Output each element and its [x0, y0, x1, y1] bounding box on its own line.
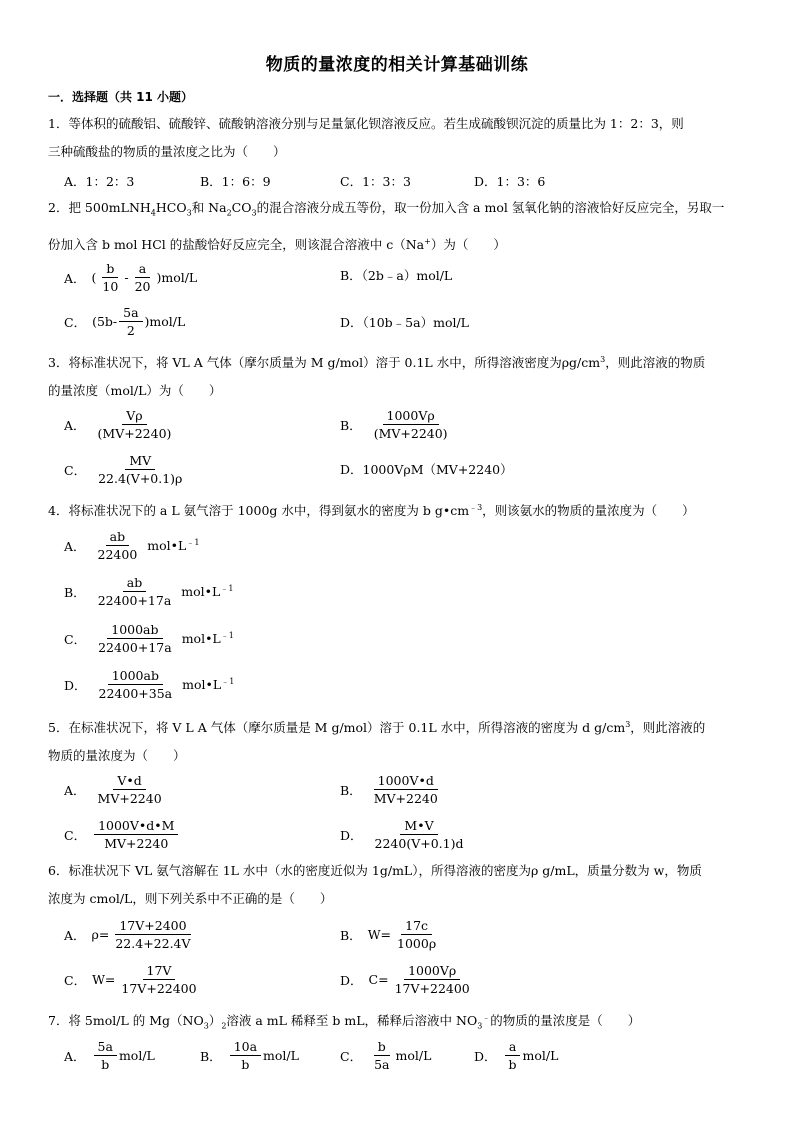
q4-option-b[interactable]	[64, 575, 233, 608]
option-label: A．	[64, 270, 86, 286]
minus: -	[124, 270, 129, 285]
fraction: $\frac{5a}{b}$	[94, 1039, 117, 1072]
option-label: A．	[64, 927, 86, 943]
expression: (5b-	[92, 314, 118, 329]
question-2-line1: 2．把 $500mLNH_4HCO_3$和 $Na_2CO_3$的混合溶液分成五等份，取一份加入含 a mol 氢氧化钠的溶液恰好反应完全，另取一	[48, 200, 725, 218]
option-label: D．	[474, 1048, 497, 1064]
option-label: C．	[64, 972, 87, 988]
option-label: B．	[64, 584, 86, 600]
q1-option-a[interactable]	[64, 172, 134, 190]
expression: ρ=	[91, 927, 110, 942]
question-1-line1: 1．等体积的硫酸铝、硫酸锌、硫酸钠溶液分别与足量氯化钡溶液反应。若生成硫酸钡沉淀的质量比为 1：2：3，则	[48, 116, 684, 131]
q4-option-c[interactable]	[64, 622, 234, 655]
q3-option-d-text: D．1000VρM（MV+2240）	[340, 462, 513, 477]
q4-option-d[interactable]	[64, 668, 234, 701]
question-5	[48, 711, 748, 770]
q7-option-c[interactable]	[340, 1039, 431, 1072]
question-6-line2: 浓度为 cmol/L，则下列关系中不正确的是（ ）	[48, 891, 333, 906]
q3-option-a[interactable]	[64, 408, 177, 441]
q2-option-d[interactable]	[340, 313, 469, 331]
unit: $mol•L^{﹣1}$	[181, 584, 234, 600]
q5-option-a[interactable]	[64, 773, 168, 806]
page-title: 物质的量浓度的相关计算基础训练	[265, 55, 529, 75]
option-label: A．	[64, 782, 86, 798]
option-label: D．	[64, 677, 87, 693]
fraction: $\frac{1000ab}{22400+35a}$	[98, 668, 173, 701]
q7-option-a[interactable]	[64, 1039, 155, 1072]
q3-option-c[interactable]	[64, 453, 188, 486]
unit: $mol•L^{﹣1}$	[147, 538, 200, 554]
unit: $mol•L^{﹣1}$	[182, 677, 235, 693]
q1-option-b[interactable]	[200, 172, 271, 190]
fraction: $\frac{a}{20}$	[134, 261, 151, 294]
fraction: $\frac{ab}{22400}$	[97, 529, 138, 562]
unit: mol/L	[395, 1048, 432, 1063]
q4-option-a[interactable]	[64, 529, 199, 562]
q1-option-d-text: D．1：3：6	[474, 174, 546, 189]
q1-option-c-text: C．1：3：3	[340, 174, 411, 189]
fraction: $\frac{1000V\rho}{(MV+2240)}$	[373, 408, 448, 441]
q1-option-b-text: B．1：6：9	[200, 174, 271, 189]
unit: mol/L	[118, 1048, 155, 1063]
q2-option-b-text: B．（2b﹣a）mol/L	[340, 268, 453, 283]
q2-option-d-text: D．（10b﹣5a）mol/L	[340, 315, 469, 330]
fraction: $\frac{b}{10}$	[102, 261, 119, 294]
unit: mol/L	[263, 1048, 299, 1063]
question-5-line1: 5．在标准状况下，将 V L A 气体（摩尔质量是 M g/mol）溶于 0.1L 水中，所得溶液的密度为 d $g/cm^3$，则此溶液的	[48, 720, 706, 736]
option-label: A．	[64, 417, 86, 433]
fraction: $\frac{b}{5a}$	[374, 1039, 390, 1072]
fraction: $\frac{1000ab}{22400+17a}$	[98, 622, 172, 655]
unit: mol/L	[522, 1048, 559, 1063]
q6-option-d[interactable]	[340, 963, 476, 996]
q2-option-c[interactable]	[64, 305, 185, 338]
unit: $mol•L^{﹣1}$	[181, 631, 234, 647]
q1-option-a-text: A．1：2：3	[64, 174, 135, 189]
fraction: $\frac{1000V•d•M}{MV+2240}$	[94, 818, 178, 851]
option-label: C．	[64, 631, 87, 647]
q2-option-b[interactable]	[340, 266, 452, 284]
q7-option-b[interactable]	[200, 1039, 299, 1072]
fraction: $\frac{1000V\rho}{17V+22400}$	[394, 963, 470, 996]
question-1-line2: 三种硫酸盐的物质的量浓度之比为（ ）	[48, 144, 286, 159]
option-label: C．	[64, 827, 87, 843]
question-7-line1: 7．将 5mol/L 的 $Mg(NO_3)_2$溶液 a mL 稀释至 b mL，稀释后溶液中 $NO_3^﹣$的物质的量浓度是（ ）	[48, 1013, 641, 1031]
option-label: C．	[340, 1048, 363, 1064]
expression: C=	[368, 972, 389, 987]
fraction: $\frac{ab}{22400+17a}$	[97, 575, 172, 608]
option-label: D．	[340, 827, 363, 843]
fraction: $\frac{5a}{2}$	[119, 305, 142, 338]
question-2-line2: 份加入含 b mol HCl 的盐酸恰好反应完全，则该混合溶液中 c（Na+）为（ ）	[48, 236, 506, 252]
question-3	[48, 346, 748, 405]
q6-option-c[interactable]	[64, 963, 203, 996]
question-4	[48, 494, 748, 525]
q5-option-d[interactable]	[340, 818, 469, 851]
option-label: A．	[64, 1048, 86, 1064]
q3-option-b[interactable]	[340, 408, 454, 441]
q1-option-d[interactable]	[474, 172, 545, 190]
option-label: B．	[340, 782, 362, 798]
q5-option-c[interactable]	[64, 818, 180, 851]
option-label: D．	[340, 972, 363, 988]
question-4-line1: 4．将标准状况下的 a L 氨气溶于 1000g 水中，得到氨水的密度为 b $g•cm^{﹣3}$，则该氨水的物质的量浓度为（ ）	[48, 503, 695, 519]
q5-option-b[interactable]	[340, 773, 444, 806]
unit: )mol/L	[144, 314, 186, 329]
question-3-line1: 3．将标准状况下，将 VL A 气体（摩尔质量为 M g/mol）溶于 0.1L 水中，所得溶液密度为$\rho g/cm^3$，则此溶液的物质	[48, 355, 706, 371]
fraction: $\frac{V•d}{MV+2240}$	[97, 773, 162, 806]
q7-option-d[interactable]	[474, 1039, 558, 1072]
section-heading: 一．选择题（共 11 小题）	[48, 90, 194, 104]
question-1	[48, 110, 748, 166]
fraction: $\frac{V\rho}{(MV+2240)}$	[97, 408, 172, 441]
question-5-line2: 物质的量浓度为（ ）	[48, 748, 186, 764]
q6-option-a[interactable]	[64, 918, 197, 951]
question-6-line1: 6．标准状况下 VL 氨气溶解在 1L 水中（水的密度近似为 1g/mL），所得溶液的密度为ρ g/mL，质量分数为 w，物质	[48, 863, 702, 878]
fraction: $\frac{17V}{17V+22400}$	[121, 963, 197, 996]
option-label: B．	[200, 1048, 222, 1064]
q1-option-c[interactable]	[340, 172, 411, 190]
question-2	[48, 194, 748, 259]
fraction: $\frac{17c}{1000\rho}$	[397, 918, 437, 951]
paren: (	[91, 270, 97, 285]
q3-option-d[interactable]	[340, 460, 513, 478]
option-label: C．	[64, 314, 87, 330]
option-label: B．	[340, 927, 362, 943]
q2-option-a[interactable]	[64, 261, 197, 294]
fraction: $\frac{M•V}{2240(V+0.1)d}$	[374, 818, 464, 851]
fraction: $\frac{1000V•d}{MV+2240}$	[373, 773, 438, 806]
expression: W=	[92, 972, 116, 987]
fraction: $\frac{10a}{b}$	[230, 1039, 261, 1072]
q6-option-b[interactable]	[340, 918, 442, 951]
fraction: $\frac{17V+2400}{22.4+22.4V}$	[115, 918, 191, 951]
option-label: A．	[64, 538, 86, 554]
question-3-line2: 的量浓度（mol/L）为（ ）	[48, 383, 222, 399]
expression: W=	[367, 927, 392, 942]
option-label: C．	[64, 462, 87, 478]
question-7	[48, 1004, 748, 1041]
fraction: $\frac{MV}{22.4(V+0.1)\rho}$	[98, 453, 183, 486]
fraction: $\frac{a}{b}$	[505, 1039, 521, 1072]
option-label: B．	[340, 417, 362, 433]
question-6	[48, 857, 748, 913]
unit: )mol/L	[156, 270, 198, 285]
